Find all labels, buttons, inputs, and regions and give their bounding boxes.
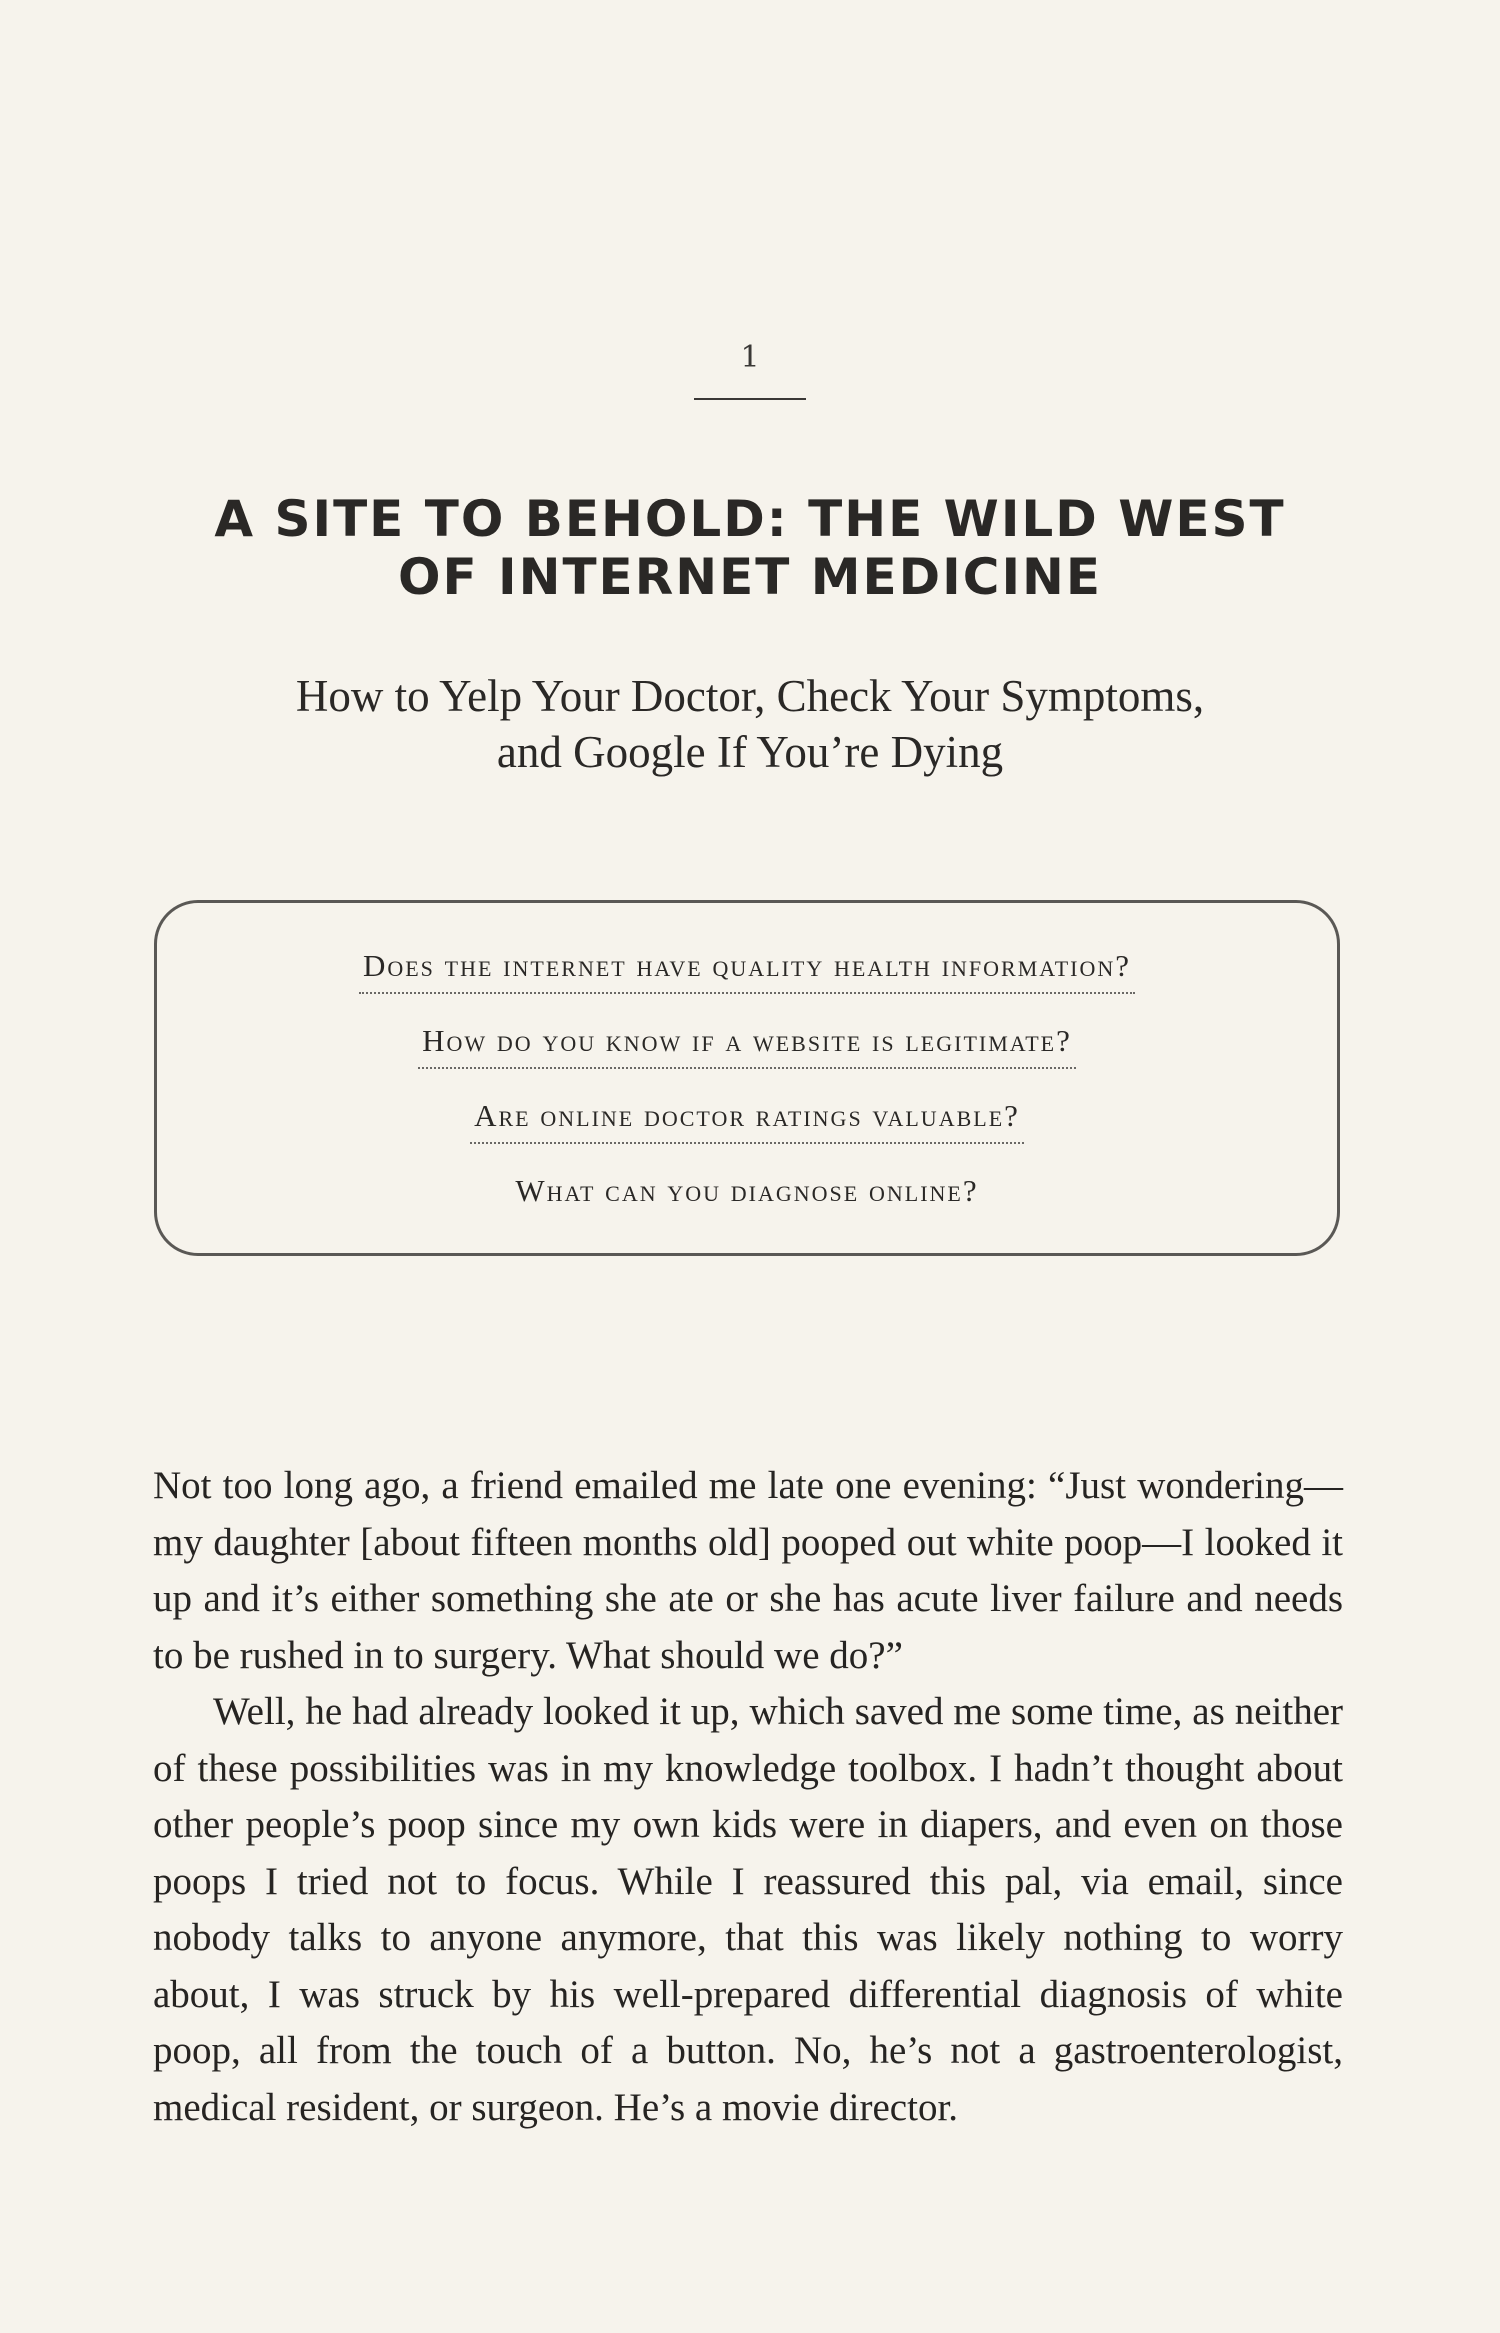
chapter-title-line-1: A SITE TO BEHOLD: THE WILD WEST bbox=[214, 490, 1286, 548]
chapter-title-line-2: OF INTERNET MEDICINE bbox=[397, 548, 1103, 606]
chapter-divider bbox=[694, 398, 806, 400]
question-text: Does the internet have quality health information? bbox=[359, 940, 1135, 994]
body-paragraph-1: Not too long ago, a friend emailed me late one evening: “Just wondering—my daughter [about fifteen months old] pooped out white poop—I looked it up and it’s either something she ate or she has acute liver failure and needs to be rushed in to surgery. What should we do?” bbox=[153, 1464, 1343, 1677]
question-text: What can you diagnose online? bbox=[515, 1173, 979, 1208]
question-item bbox=[154, 1165, 1340, 1240]
question-text: Are online doctor ratings valuable? bbox=[470, 1090, 1024, 1144]
question-text: How do you know if a website is legitimate? bbox=[418, 1015, 1076, 1069]
chapter-subtitle-line-2: and Google If You’re Dying bbox=[496, 727, 1004, 777]
chapter-number: 1 bbox=[740, 340, 760, 375]
chapter-subtitle bbox=[150, 668, 1350, 780]
question-item bbox=[154, 940, 1340, 1015]
questions-list bbox=[154, 940, 1340, 1240]
question-item bbox=[154, 1015, 1340, 1090]
body-text bbox=[153, 1458, 1343, 2136]
body-paragraph-2: Well, he had already looked it up, which saved me some time, as neither of these possibilities was in my knowledge toolbox. I hadn’t thought about other people’s poop since my own kids were in diapers, and even on those poops I tried not to focus. While I reassured this pal, via email, since nobody talks to anyone anymore, that this was likely nothing to worry about, I was struck by his well-prepared differential diagnosis of white poop, all from the touch of a button. No, he’s not a gastroenterologist, medical resident, or surgeon. He’s a movie director. bbox=[153, 1690, 1343, 2129]
chapter-subtitle-line-1: How to Yelp Your Doctor, Check Your Symptoms, bbox=[295, 671, 1205, 721]
question-item bbox=[154, 1090, 1340, 1165]
chapter-title bbox=[150, 490, 1350, 606]
